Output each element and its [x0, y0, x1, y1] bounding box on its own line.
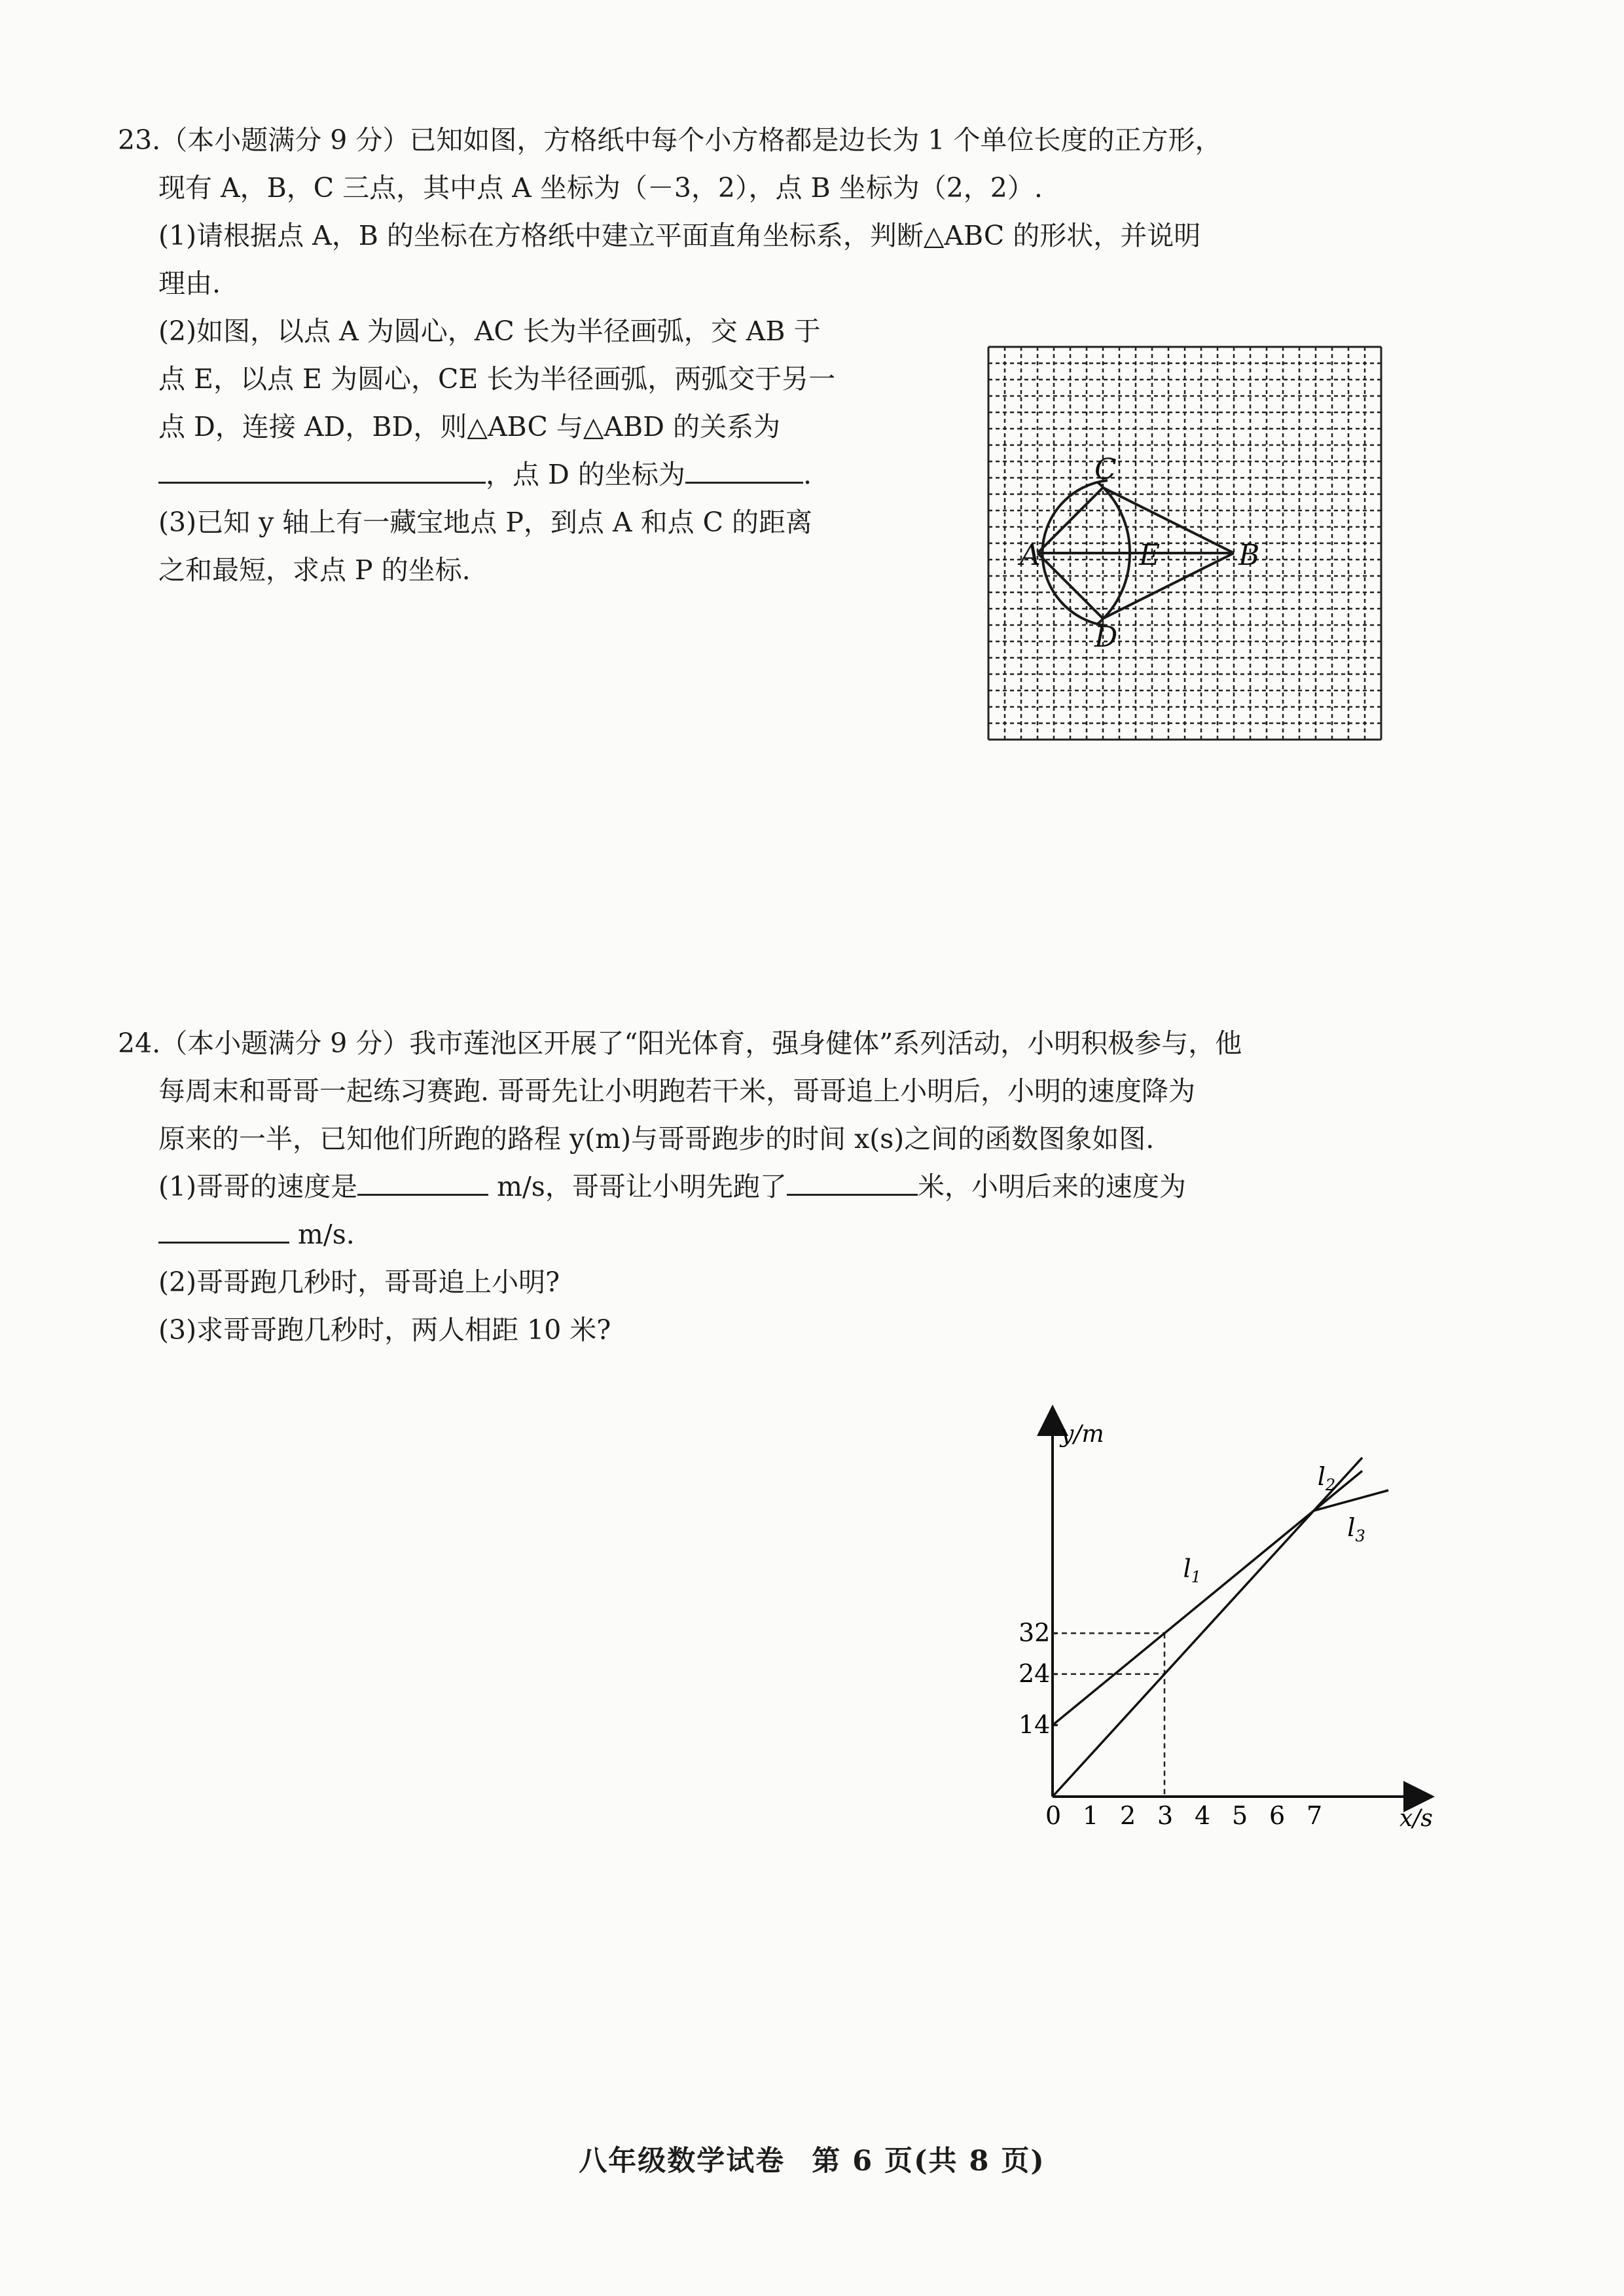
question-24 — [118, 1020, 1427, 1354]
q24-header: 24.（本小题满分 9 分）我市莲池区开展了“阳光体育，强身健体”系列活动，小明积极参与，他 — [118, 1028, 1242, 1059]
q23-part3-line2: 之和最短，求点 P 的坐标. — [158, 554, 471, 586]
x-tick-1: 1 — [1083, 1801, 1099, 1830]
q23-part2-line4 — [158, 451, 990, 499]
q23-part3-line1: (3)已知 y 轴上有一藏宝地点 P，到点 A 和点 C 的距离 — [158, 506, 813, 538]
q24-line2: 每周末和哥哥一起练习赛跑. 哥哥先让小明跑若干米，哥哥追上小明后，小明的速度降为 — [158, 1075, 1196, 1107]
label-e: E — [1139, 539, 1161, 572]
answer-blank-brother-speed[interactable] — [357, 1166, 488, 1196]
x-tick-5: 5 — [1232, 1801, 1248, 1830]
answer-blank-relation[interactable] — [158, 454, 486, 484]
q23-part2-line1: (2)如图，以点 A 为圆心，AC 长为半径画弧，交 AB 于 — [158, 315, 821, 347]
page-footer — [0, 2139, 1624, 2179]
y-tick-32: 32 — [1019, 1618, 1051, 1647]
q23-part2-end: . — [803, 458, 812, 490]
label-l3: $l_3$ — [1347, 1513, 1365, 1546]
series-labels — [1183, 1462, 1365, 1586]
label-l2: $l_2$ — [1317, 1462, 1336, 1495]
y-tick-24: 24 — [1019, 1659, 1051, 1688]
y-axis-label: y/m — [1060, 1421, 1104, 1448]
answer-blank-head-start[interactable] — [787, 1166, 918, 1196]
q23-header: 23.（本小题满分 9 分）已知如图，方格纸中每个小方格都是边长为 1 个单位长度的正方形， — [118, 124, 1222, 156]
x-tick-4: 4 — [1195, 1801, 1211, 1830]
footer-page: 第 6 页(共 8 页) — [812, 2145, 1045, 2178]
label-d: D — [1094, 620, 1118, 654]
x-axis-label: x/s — [1399, 1805, 1433, 1832]
series-l2 — [1053, 1458, 1362, 1797]
x-tick-3: 3 — [1157, 1801, 1174, 1830]
q23-part2-line3: 点 D，连接 AD，BD，则△ABC 与△ABD 的关系为 — [158, 410, 781, 442]
y-tick-14: 14 — [1019, 1710, 1051, 1739]
answer-blank-d-coord[interactable] — [685, 454, 803, 484]
footer-subject: 八年级数学试卷 — [579, 2145, 785, 2178]
q23-part2-coord-text: ，点 D 的坐标为 — [486, 458, 685, 490]
answer-blank-xiaoming-speed[interactable] — [158, 1213, 289, 1244]
x-tick-2: 2 — [1120, 1801, 1136, 1830]
x-tick-labels — [1045, 1801, 1322, 1830]
q23-part2 — [118, 308, 990, 594]
x-tick-0: 0 — [1045, 1801, 1062, 1830]
q23-given: 现有 A，B，C 三点，其中点 A 坐标为（－3，2），点 B 坐标为（2，2）. — [158, 171, 1043, 204]
dashed-guides — [1053, 1633, 1164, 1797]
q24-part1 — [118, 1163, 1427, 1211]
q24-part1-text-c: 米，小明后来的速度为 — [917, 1170, 1186, 1202]
q23-part2-line2: 点 E，以点 E 为圆心，CE 长为半径画弧，两弧交于另一 — [158, 363, 836, 395]
label-c: C — [1094, 453, 1117, 486]
label-b: B — [1238, 539, 1260, 572]
series-lines — [1053, 1458, 1388, 1797]
q24-line3: 原来的一半，已知他们所跑的路程 y(m)与哥哥跑步的时间 x(s)之间的函数图象如图. — [158, 1122, 1155, 1155]
x-tick-7: 7 — [1307, 1801, 1323, 1830]
q24-part3: (3)求哥哥跑几秒时，两人相距 10 米? — [158, 1314, 611, 1346]
q24-part1-text-a: (1)哥哥的速度是 — [158, 1170, 358, 1202]
q23-part1: (1)请根据点 A，B 的坐标在方格纸中建立平面直角坐标系，判断△ABC 的形状，并说明 — [158, 219, 1201, 251]
q24-part1-text-b: m/s，哥哥让小明先跑了 — [488, 1170, 787, 1202]
label-l1: $l_1$ — [1183, 1554, 1201, 1587]
q24-part1-text-d: m/s. — [289, 1218, 355, 1250]
q24-part2: (2)哥哥跑几秒时，哥哥追上小明? — [158, 1266, 560, 1298]
q24-part1-cont — [118, 1211, 1427, 1259]
q23-part1-cont: 理由. — [158, 267, 221, 299]
q23-grid-figure — [982, 340, 1401, 772]
label-a: A — [1020, 539, 1041, 572]
x-tick-6: 6 — [1269, 1801, 1286, 1830]
q24-function-graph — [1013, 1404, 1439, 1842]
triangle-lines — [1038, 480, 1234, 626]
